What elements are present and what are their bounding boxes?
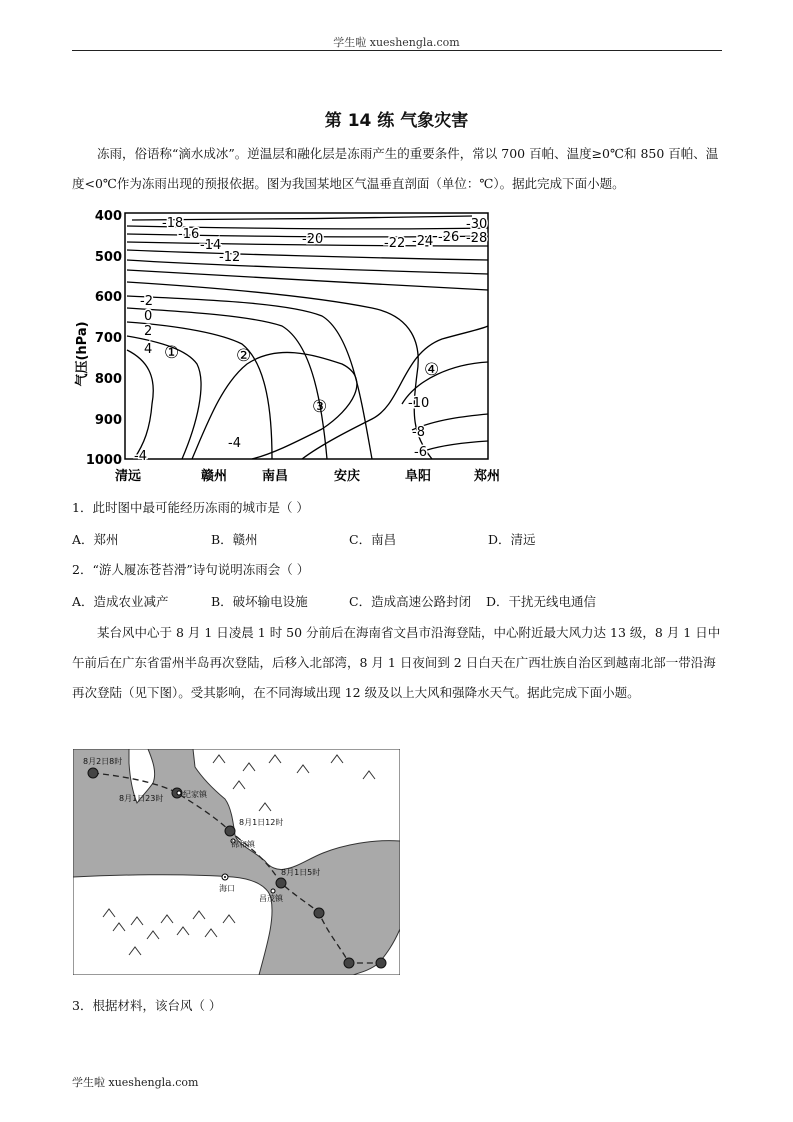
map-label: 纪家镇 xyxy=(183,790,207,799)
region-marker: ② xyxy=(236,346,252,366)
question-1-option-c: C．南昌 xyxy=(349,532,397,547)
map-label: 海口 xyxy=(219,884,235,893)
map-label: 昌茂镇 xyxy=(259,894,283,903)
question-1-option-d: D．清远 xyxy=(488,532,536,547)
isotherm-label: -12 xyxy=(219,250,241,265)
header-rule xyxy=(72,50,722,51)
region-marker: ① xyxy=(164,343,180,363)
typhoon-icon xyxy=(276,878,286,888)
question-2-option-b: B．破坏输电设施 xyxy=(211,594,308,609)
header-site: 学生啦 xueshengla.com xyxy=(333,36,460,49)
plot-area xyxy=(125,213,488,459)
isotherm-label: -2 xyxy=(140,294,153,309)
x-tick: 郑州 xyxy=(473,469,501,484)
intro-paragraph: 冻雨，俗语称“滴水成冰”。逆温层和融化层是冻雨产生的重要条件，常以 700 百帕、温度≥0℃和 850 百帕、温度<0℃作为冻雨出现的预报依据。图为我国某地区气温垂直剖面（单位：℃）。据此完成下面小题。 xyxy=(72,146,719,191)
typhoon-paragraph: 某台风中心于 8 月 1 日凌晨 1 时 50 分前后在海南省文昌市沿海登陆，中心附近最大风力达 13 级，8 月 1 日中午前后在广东省雷州半岛再次登陆，后移入北部湾，8 月 1 日夜间到 2 日白天在广西壮族自治区到越南北部一带沿海再次登陆（见下图）。受其影响，在不同海域出现 12 级及以上大风和强降水天气。据此完成下面小题。 xyxy=(72,625,721,700)
x-tick: 清远 xyxy=(114,469,142,484)
x-tick: 阜阳 xyxy=(404,469,432,484)
map-label: 8月2日8时 xyxy=(83,757,123,766)
map-label: 锦和镇 xyxy=(231,840,255,849)
x-tick: 安庆 xyxy=(333,469,361,484)
temperature-profile-chart xyxy=(72,204,512,490)
isotherm-label: -14 xyxy=(200,238,222,253)
y-tick: 800 xyxy=(94,372,122,387)
typhoon-icon xyxy=(376,958,386,968)
isotherm-label: -22 xyxy=(384,236,406,251)
y-axis-label: 气压(hPa) xyxy=(75,321,90,387)
x-tick: 南昌 xyxy=(261,469,289,484)
typhoon-track-map xyxy=(73,749,400,975)
isotherm-label: -16 xyxy=(178,227,200,242)
question-2-option-d: D．干扰无线电通信 xyxy=(486,594,597,609)
isotherm-label: -24 xyxy=(412,234,434,249)
page-title: 第 14 练 气象灾害 xyxy=(324,111,469,131)
question-1-option-a: A．郑州 xyxy=(72,532,119,547)
isotherm-label: -18 xyxy=(162,216,184,231)
isotherm-label: -30 xyxy=(466,217,488,232)
isotherm-label: -4 xyxy=(228,436,241,451)
question-1-stem: 1．此时图中最可能经历冻雨的城市是（ ） xyxy=(72,500,309,515)
isotherm-label: 4 xyxy=(144,342,153,357)
question-2-option-c: C．造成高速公路封闭 xyxy=(349,594,472,609)
y-tick: 400 xyxy=(94,209,122,224)
map-label: 8月1日5时 xyxy=(281,868,321,877)
isotherm-label: -6 xyxy=(414,445,427,460)
y-tick: 500 xyxy=(94,250,122,265)
isotherm-label: 2 xyxy=(144,324,153,339)
isotherm-label: -26 xyxy=(438,230,460,245)
y-tick: 900 xyxy=(94,413,122,428)
isotherm-label: -10 xyxy=(408,396,430,411)
typhoon-icon xyxy=(225,826,235,836)
isotherm-label: -8 xyxy=(412,425,425,440)
isotherm-label: -20 xyxy=(302,232,324,247)
x-tick: 赣州 xyxy=(200,469,228,484)
isotherm-label: -28 xyxy=(466,231,488,246)
question-3-stem: 3．根据材料，该台风（ ） xyxy=(72,998,222,1013)
typhoon-icon xyxy=(314,908,324,918)
question-2-stem: 2．“游人履冻苍苔滑”诗句说明冻雨会（ ） xyxy=(72,562,310,577)
question-2-option-a: A．造成农业减产 xyxy=(72,594,169,609)
region-marker: ③ xyxy=(312,397,328,417)
typhoon-icon xyxy=(88,768,98,778)
footer-site: 学生啦 xueshengla.com xyxy=(72,1076,199,1089)
y-tick: 600 xyxy=(94,290,122,305)
map-label: 8月1日12时 xyxy=(239,818,284,827)
typhoon-icon xyxy=(344,958,354,968)
map-label: 8月1日23时 xyxy=(119,794,164,803)
isotherm-label: 0 xyxy=(144,309,153,324)
y-tick: 1000 xyxy=(85,453,122,468)
town-marker xyxy=(177,791,181,795)
isotherm-label: -4 xyxy=(134,449,147,464)
question-1-option-b: B．赣州 xyxy=(211,532,258,547)
hainan-island xyxy=(73,875,272,975)
region-marker: ④ xyxy=(424,360,440,380)
town-marker xyxy=(271,889,275,893)
y-tick: 700 xyxy=(94,331,122,346)
